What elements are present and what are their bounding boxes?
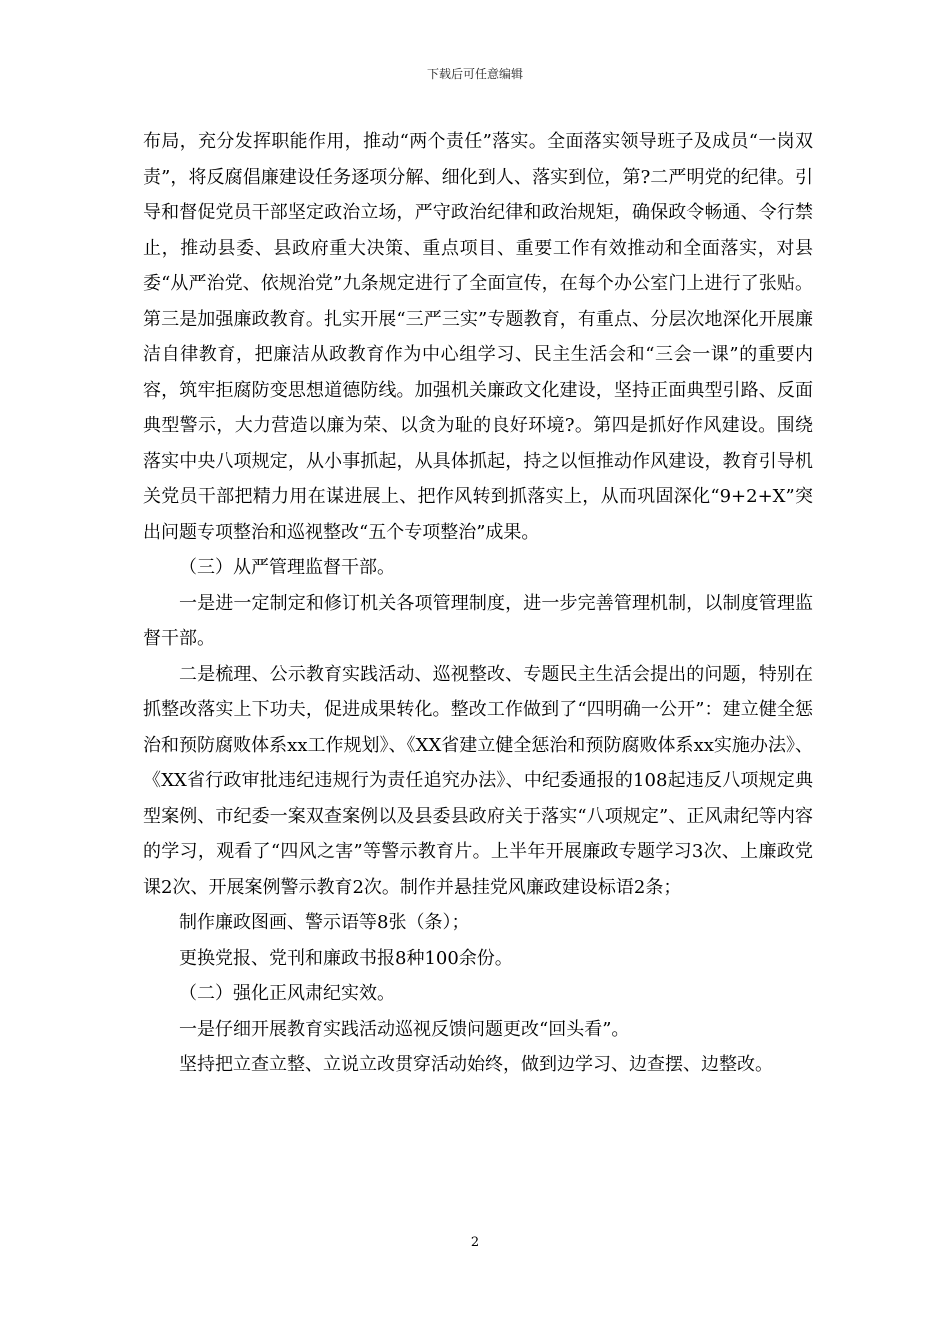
- page-header: 下载后可任意编辑: [426, 67, 523, 81]
- paragraph-5: 更换党报、党刊和廉政书报8种100余份。: [179, 947, 513, 969]
- section-heading-2: （二）强化正风肃纪实效。: [179, 983, 395, 1004]
- document-body: [143, 124, 813, 1083]
- paragraph-4: 制作廉政图画、警示语等8张（条）；: [179, 912, 470, 933]
- paragraph-6: 一是仔细开展教育实践活动巡视反馈问题更改“回头看”。: [179, 1018, 630, 1040]
- paragraph-3: 二是梳理、公示教育实践活动、巡视整改、专题民主生活会提出的问题，特别在抓整改落实上下功夫，促进成果转化。整改工作做到了“四明确一公开”：建立健全惩治和预防腐败体系xx工作规划》、《XX省建立健全惩治和预防腐败体系xx实施办法》、《XX省行政审批违纪违规行为责任追究办法》、中纪委通报的108起违反八项规定典型案例、市纪委一案双查案例以及县委县政府关于落实“八项规定”、正风肃纪等内容的学习，观看了“四风之害”等警示教育片。上半年开展廉政专题学习3次、上廉政党课2次、开展案例警示教育2次。制作并悬挂党风廉政建设标语2条；: [143, 663, 813, 898]
- section-heading-3: （三）从严管理监督干部。: [179, 557, 395, 578]
- paragraph-2: 一是进一定制定和修订机关各项管理制度，进一步完善管理机制，以制度管理监督干部。: [143, 592, 813, 649]
- paragraph-7: 坚持把立查立整、立说立改贯穿活动始终，做到边学习、边查摆、边整改。: [179, 1054, 773, 1075]
- paragraph-1: 布局，充分发挥职能作用，推动“两个责任”落实。全面落实领导班子及成员“一岗双责”，将反腐倡廉建设任务逐项分解、细化到人、落实到位，第?二严明党的纪律。引导和督促党员干部坚定政治立场，严守政治纪律和政治规矩，确保政令畅通、令行禁止，推动县委、县政府重大决策、重点项目、重要工作有效推动和全面落实，对县委“从严治党、依规治党”九条规定进行了全面宣传，在每个办公室门上进行了张贴。第三是加强廉政教育。扎实开展“三严三实”专题教育，有重点、分层次地深化开展廉洁自律教育，把廉洁从政教育作为中心组学习、民主生活会和“三会一课”的重要内容，筑牢拒腐防变思想道德防线。加强机关廉政文化建设，坚持正面典型引路、反面典型警示，大力营造以廉为荣、以贪为耻的良好环境?。第四是抓好作风建设。围绕落实中央八项规定，从小事抓起，从具体抓起，持之以恒推动作风建设，教育引导机关党员干部把精力用在谋进展上、把作风转到抓落实上，从而巩固深化“9+2+X”突出问题专项整治和巡视整改“五个专项整治”成果。: [143, 131, 813, 543]
- page-number: 2: [470, 1235, 480, 1250]
